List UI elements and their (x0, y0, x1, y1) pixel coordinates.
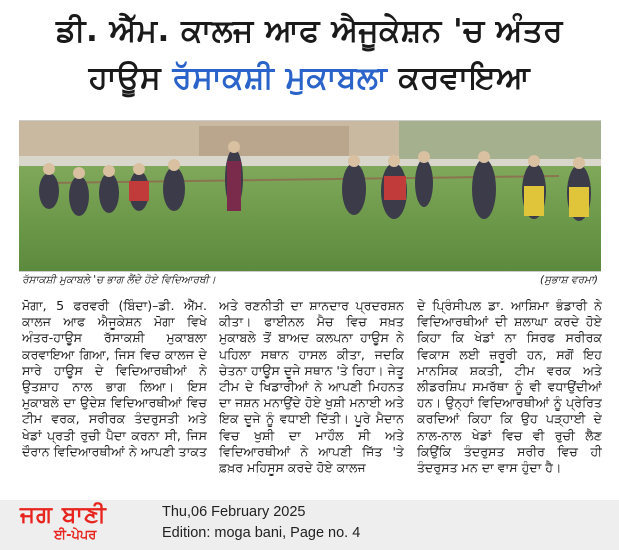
tug-of-war-photo (19, 121, 601, 271)
headline-line-1: ਡੀ. ਐੱਮ. ਕਾਲਜ ਆਫ ਐਜੂਕੇਸ਼ਨ 'ਚ ਅੰਤਰ (55, 13, 563, 49)
headline-line-2-start: ਹਾਊਸ (88, 60, 173, 96)
article-text-3: ਦੇ ਪ੍ਰਿੰਸੀਪਲ ਡਾ. ਆਸ਼ਿਮਾ ਭੰਡਾਰੀ ਨੇ ਵਿਦਿਆਰਥੀਆਂ ਦੀ ਸ਼ਲਾਘਾ ਕਰਦੇ ਹੋਏ ਕਿਹਾ ਕਿ ਖੇਡਾਂ ਨਾ ਸਿਰਫ ਸਰੀਰਕ ਵਿਕਾਸ ਲਈ ਜ਼ਰੂਰੀ ਹਨ, ਸਗੋਂ ਇਹ ਮਾਨਸਿਕ ਸ਼ਕਤੀ, ਟੀਮ ਵਰਕ ਅਤੇ ਲੀਡਰਸ਼ਿਪ ਸਮਰੱਥਾ ਨੂੰ ਵੀ ਵਧਾਉਂਦੀਆਂ ਹਨ। ਉਨ੍ਹਾਂ ਵਿਦਿਆਰਥੀਆਂ ਨੂੰ ਪ੍ਰੇਰਿਤ ਕਰਦਿਆਂ ਕਿਹਾ ਕਿ ਉਹ ਪੜ੍ਹਾਈ ਦੇ ਨਾਲ-ਨਾਲ ਖੇਡਾਂ ਵਿਚ ਵੀ ਰੁਚੀ ਲੈਣ ਕਿਉਂਕਿ ਤੰਦਰੁਸਤ ਸਰੀਰ ਵਿਚ ਹੀ ਤੰਦਰੁਸਤ ਮਨ ਦਾ ਵਾਸ ਹੁੰਦਾ ਹੈ। (417, 298, 602, 476)
newspaper-logo: ਜਗ ਬਾਣੀ (20, 502, 107, 528)
edition-info: Edition: moga bani, Page no. 4 (162, 525, 361, 541)
headline-line-2 (0, 55, 619, 102)
news-photo (19, 120, 601, 272)
article-text-1: ਮੋਗਾ, 5 ਫਰਵਰੀ (ਬਿੰਦਾ)–ਡੀ. ਐੱਮ. ਕਾਲਜ ਆਫ ਐਜੂਕੇਸ਼ਨ ਮੋਗਾ ਵਿਖੇ ਅੰਤਰ-ਹਾਊਸ ਰੱਸਾਕਸ਼ੀ ਮੁਕਾਬਲਾ ਕਰਵਾਇਆ ਗਿਆ, ਜਿਸ ਵਿਚ ਕਾਲਜ ਦੇ ਸਾਰੇ ਹਾਊਸ ਦੇ ਵਿਦਿਆਰਥੀਆਂ ਨੇ ਉਤਸ਼ਾਹ ਨਾਲ ਭਾਗ ਲਿਆ। ਇਸ ਮੁਕਾਬਲੇ ਦਾ ਉਦੇਸ਼ ਵਿਦਿਆਰਥੀਆਂ ਵਿਚ ਟੀਮ ਵਰਕ, ਸਰੀਰਕ ਤੰਦਰੁਸਤੀ ਅਤੇ ਖੇਡਾਂ ਪ੍ਰਤੀ ਰੁਚੀ ਪੈਦਾ ਕਰਨਾ ਸੀ, ਜਿਸ ਦੌਰਾਨ ਵਿਦਿਆਰਥੀਆਂ ਨੇ ਆਪਣੀ ਤਾਕਤ (22, 298, 207, 459)
article-text-2: ਅਤੇ ਰਣਨੀਤੀ ਦਾ ਸ਼ਾਨਦਾਰ ਪ੍ਰਦਰਸ਼ਨ ਕੀਤਾ। ਫਾਈਨਲ ਮੈਚ ਵਿਚ ਸਖ਼ਤ ਮੁਕਾਬਲੇ ਤੋਂ ਬਾਅਦ ਕਲਪਨਾ ਹਾਊਸ ਨੇ ਪਹਿਲਾ ਸਥਾਨ ਹਾਸਲ ਕੀਤਾ, ਜਦਕਿ ਚੇਤਨਾ ਹਾਊਸ ਦੂਜੇ ਸਥਾਨ 'ਤੇ ਰਿਹਾ। ਜੇਤੂ ਟੀਮ ਦੇ ਖਿਡਾਰੀਆਂ ਨੇ ਆਪਣੀ ਮਿਹਨਤ ਦਾ ਜਸ਼ਨ ਮਨਾਉਂਦੇ ਹੋਏ ਖੁਸ਼ੀ ਮਨਾਈ ਅਤੇ ਇਕ ਦੂਜੇ ਨੂੰ ਵਧਾਈ ਦਿੱਤੀ। ਪੂਰੇ ਮੈਦਾਨ ਵਿਚ ਖੁਸ਼ੀ ਦਾ ਮਾਹੌਲ ਸੀ ਅਤੇ ਵਿਦਿਆਰਥੀਆਂ ਨੇ ਆਪਣੀ ਜਿੱਤ 'ਤੇ ਫ਼ਖ਼ਰ ਮਹਿਸੂਸ ਕਰਦੇ ਹੋਏ ਕਾਲਜ (219, 298, 404, 476)
headline (0, 8, 619, 102)
article-column-1 (22, 298, 207, 494)
edition-date: Thu,06 February 2025 (162, 504, 306, 520)
photo-caption: ਰੱਸਾਕਸ਼ੀ ਮੁਕਾਬਲੇ 'ਚ ਭਾਗ ਲੈਂਦੇ ਹੋਏ ਵਿਦਿਆਰਥੀ। (22, 274, 216, 286)
headline-line-2-end: ਕਰਵਾਇਆ (387, 60, 531, 96)
photo-credit: (ਸੁਭਾਸ਼ ਵਰਮਾ) (540, 274, 598, 286)
photo-caption-row (22, 274, 598, 290)
article-column-3 (417, 298, 602, 494)
headline-highlight: ਰੱਸਾਕਸ਼ੀ ਮੁਕਾਬਲਾ (172, 60, 388, 96)
newspaper-logo-subtitle: ਈ-ਪੇਪਰ (54, 528, 97, 543)
article-column-2 (219, 298, 404, 494)
